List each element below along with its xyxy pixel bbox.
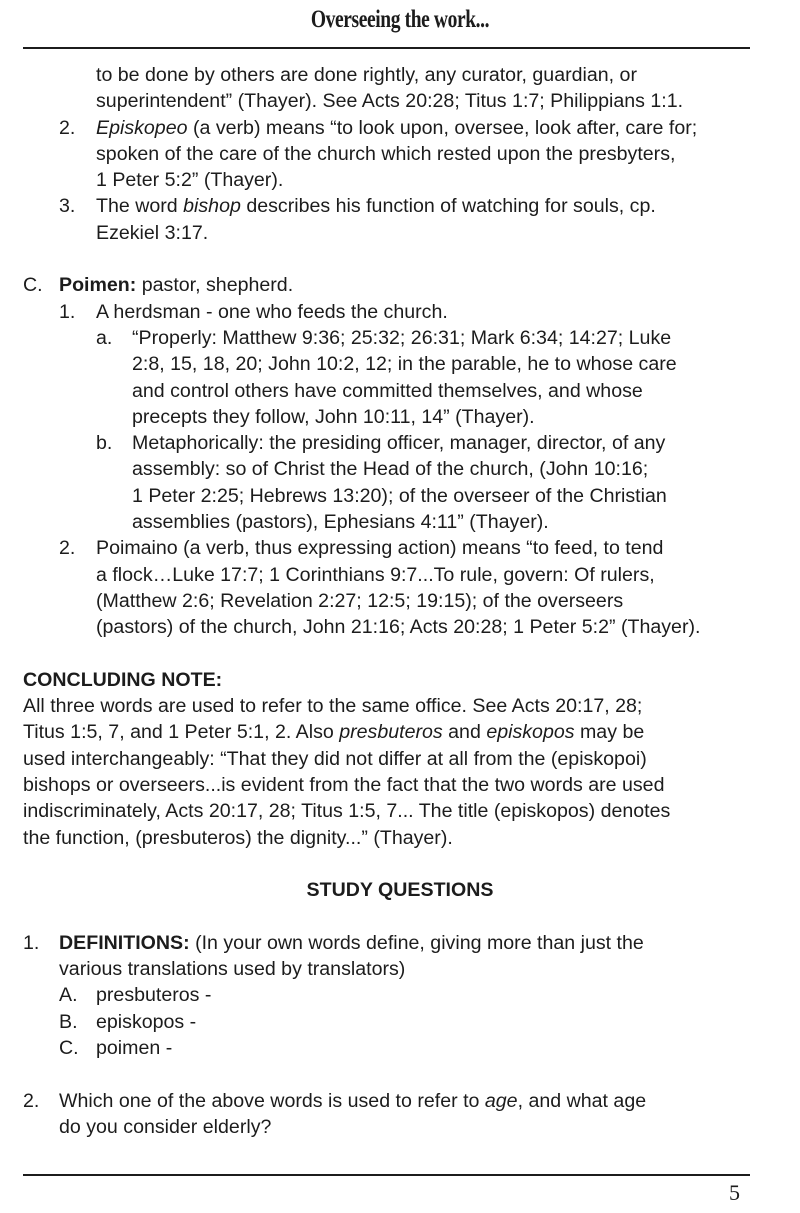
question-1-label: 1. (23, 931, 40, 954)
page-number: 5 (729, 1180, 740, 1205)
spacer (0, 246, 800, 272)
term-episkopos: episkopos (486, 721, 575, 744)
question-1-sub-a (0, 982, 800, 1008)
question-2-rest: , and what age (517, 1089, 647, 1112)
question-2-line-1 (0, 1088, 800, 1114)
c-item-2-line-3: (Matthew 2:6; Revelation 2:27; 12:5; 19:15); of the overseers (96, 589, 624, 612)
section-c-heading (0, 272, 800, 298)
c-item-1 (0, 299, 800, 325)
c-item-1a-text-1: “Properly: Matthew 9:36; 25:32; 26:31; Mark 6:34; 14:27; Luke (132, 326, 672, 349)
item-3-pre: The word (96, 195, 184, 218)
c-item-1a-line-3: and control others have committed themselves, and whose (132, 379, 643, 402)
study-heading-text: STUDY QUESTIONS (306, 879, 494, 902)
continuation-line-1: to be done by others are done rightly, any curator, guardian, or (96, 64, 637, 86)
question-1-line-2: various translations used by translators) (59, 958, 406, 981)
question-1-sub-a-text: presbuteros - (96, 984, 212, 1007)
concluding-line-3: used interchangeably: “That they did not differ at all from the (episkopoi) (23, 747, 647, 770)
c-item-1b-line-4: assemblies (pastors), Ephesians 4:11” (Thayer). (132, 511, 549, 534)
item-2-line-2: spoken of the care of the church which rested upon the presbyters, (96, 142, 676, 165)
header-rule (23, 47, 750, 49)
question-1-sub-b (0, 1009, 800, 1035)
item-2-line-1 (0, 115, 800, 141)
item-2-line-3: 1 Peter 5:2” (Thayer). (96, 169, 284, 192)
term-presbuteros: presbuteros (339, 721, 443, 744)
c-item-1a-label: a. (96, 326, 113, 349)
c-item-1a-line-1 (0, 325, 800, 351)
concluding-line-5: indiscriminately, Acts 20:17, 28; Titus 1:5, 7... The title (episkopos) denotes (23, 800, 671, 823)
item-3-line-2: Ezekiel 3:17. (96, 221, 209, 244)
item-2-line-1-rest: (a verb) means “to look upon, oversee, look after, care for; (187, 116, 698, 139)
question-2-line-2: do you consider elderly? (59, 1115, 272, 1138)
concluding-line-2-pre: Titus 1:5, 7, and 1 Peter 5:1, 2. Also (23, 721, 340, 744)
question-1-sub-b-label: B. (59, 1010, 78, 1033)
concluding-line-1: All three words are used to refer to the same office. See Acts 20:17, 28; (23, 695, 643, 718)
section-c-term: Poimen: (59, 274, 137, 297)
concluding-line-2 (0, 719, 800, 745)
concluding-heading-text: CONCLUDING NOTE: (23, 668, 223, 691)
c-item-1a-line-2: 2:8, 15, 18, 20; John 10:2, 12; in the parable, he to whose care (132, 353, 677, 376)
c-item-2-label: 2. (59, 537, 76, 560)
item-3-line-1 (0, 193, 800, 219)
question-1-sub-c-text: poimen - (96, 1036, 173, 1059)
spacer (0, 851, 800, 877)
spacer (0, 904, 800, 930)
item-3-label: 3. (59, 195, 76, 218)
question-2-label: 2. (23, 1089, 40, 1112)
question-1-sub-a-label: A. (59, 984, 78, 1007)
spacer (0, 1061, 800, 1087)
c-item-1b-line-1 (0, 430, 800, 456)
concluding-line-4: bishops or overseers...is evident from the fact that the two words are used (23, 774, 665, 797)
item-3-term: bishop (183, 195, 241, 218)
spacer (0, 641, 800, 667)
c-item-1b-text-1: Metaphorically: the presiding officer, manager, director, of any (132, 432, 666, 455)
footer-rule (23, 1174, 750, 1176)
c-item-2-text-1: Poimaino (a verb, thus expressing action) means “to feed, to tend (96, 537, 664, 560)
section-c-rest: pastor, shepherd. (136, 274, 294, 297)
question-1-rest: (In your own words define, giving more than just the (189, 931, 644, 954)
item-3-line-1-rest: describes his function of watching for souls, cp. (240, 195, 656, 218)
c-item-2-line-2: a flock…Luke 17:7; 1 Corinthians 9:7...To rule, govern: Of rulers, (96, 563, 655, 586)
question-1-sub-c-label: C. (59, 1036, 79, 1059)
question-1-line-1 (0, 930, 800, 956)
c-item-1a-line-4: precepts they follow, John 10:11, 14” (Thayer). (132, 405, 535, 428)
continuation-line-2: superintendent” (Thayer). See Acts 20:28; Titus 1:7; Philippians 1:1. (96, 90, 684, 113)
question-2-term: age (484, 1089, 518, 1112)
question-1-sub-c (0, 1035, 800, 1061)
question-1-sub-b-text: episkopos - (96, 1010, 197, 1033)
c-item-1b-line-2: assembly: so of Christ the Head of the church, (John 10:16; (132, 458, 649, 481)
concluding-line-2-post: may be (574, 721, 645, 744)
concluding-line-6: the function, (presbuteros) the dignity...” (Thayer). (23, 826, 453, 849)
concluding-heading (0, 667, 800, 693)
page-body (0, 62, 800, 1140)
c-item-1b-label: b. (96, 432, 113, 455)
c-item-2-line-1 (0, 535, 800, 561)
question-1-bold: DEFINITIONS: (59, 931, 190, 954)
c-item-1b-line-3: 1 Peter 2:25; Hebrews 13:20); of the overseer of the Christian (132, 484, 667, 507)
item-2-term: Episkopeo (96, 116, 188, 139)
c-item-1-label: 1. (59, 300, 76, 323)
page-header-title: Overseeing the work... (310, 6, 490, 33)
section-c-label: C. (23, 274, 43, 297)
study-heading (0, 877, 800, 903)
c-item-1-text: A herdsman - one who feeds the church. (96, 300, 448, 323)
concluding-line-2-mid: and (442, 721, 487, 744)
item-2-label: 2. (59, 116, 76, 139)
c-item-2-line-4: (pastors) of the church, John 21:16; Acts 20:28; 1 Peter 5:2” (Thayer). (96, 616, 701, 639)
question-2-pre: Which one of the above words is used to refer to (59, 1089, 485, 1112)
